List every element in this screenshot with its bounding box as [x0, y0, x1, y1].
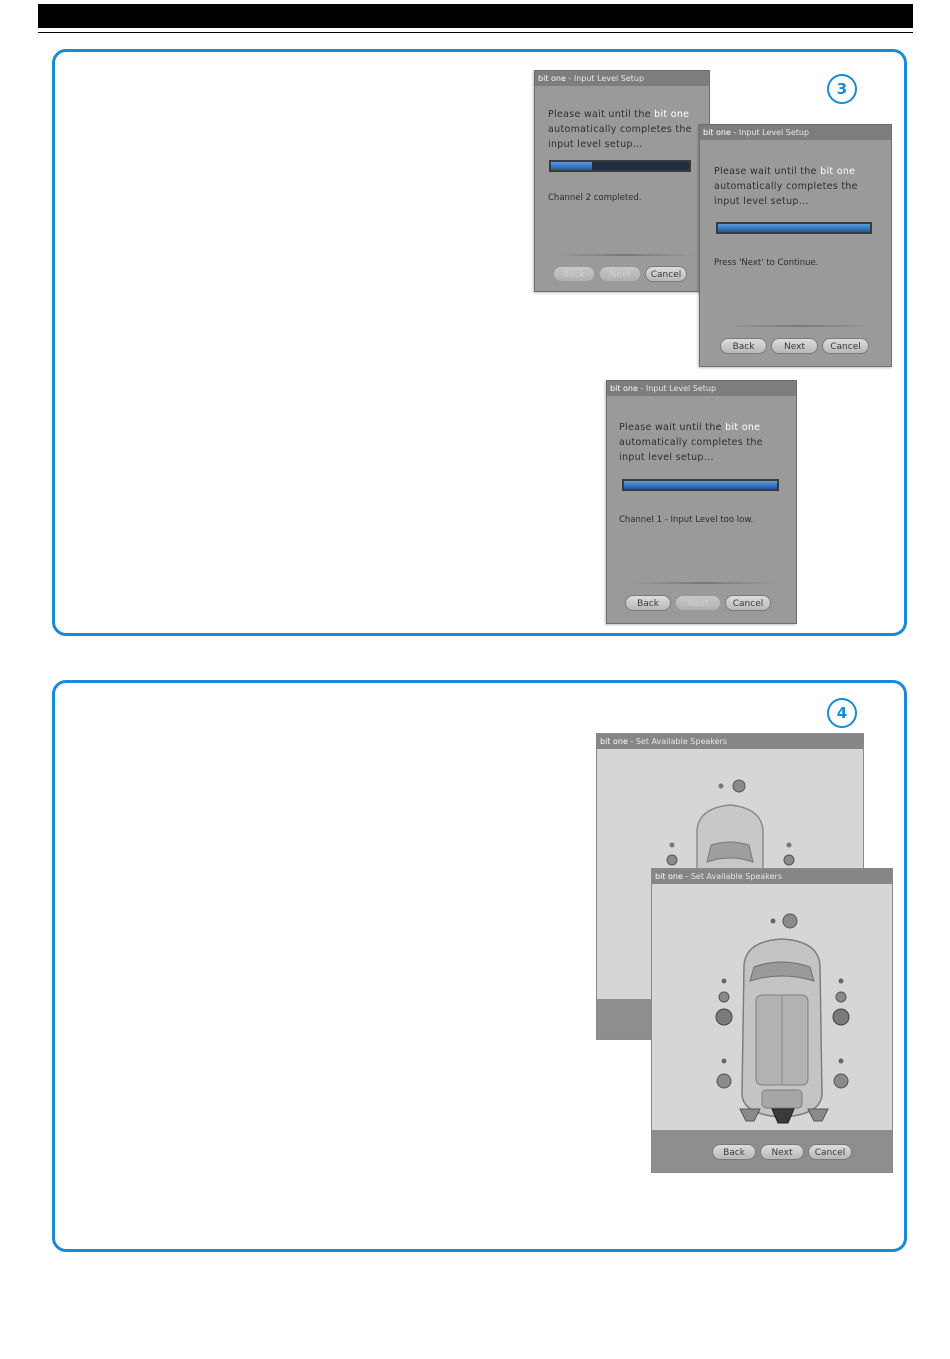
subwoofer-icon [808, 1109, 828, 1121]
title-app-name: bit one [655, 872, 683, 881]
button-row [553, 266, 687, 282]
message-text: Please wait until the [714, 166, 821, 177]
car-top-view-partial [597, 750, 863, 880]
step-4-badge: 4 [827, 698, 857, 728]
message-text-end: automatically completes the input level setup... [714, 181, 858, 207]
speaker-icon [719, 992, 729, 1002]
next-button[interactable]: Next [771, 338, 818, 354]
message-app-name: bit one [725, 422, 761, 433]
next-button[interactable]: Next [675, 595, 721, 611]
speaker-icon [716, 1009, 732, 1025]
title-text: - Set Available Speakers [630, 737, 727, 746]
button-row [625, 595, 771, 611]
input-level-dialog-channel2 [534, 70, 710, 292]
speaker-icon [834, 1074, 848, 1088]
speaker-icon [833, 1009, 849, 1025]
footer-strip [652, 1130, 892, 1172]
title-app-name: bit one [703, 128, 731, 137]
speaker-icon [667, 855, 677, 865]
speaker-icon [784, 855, 794, 865]
back-button[interactable]: Back [712, 1144, 756, 1160]
message-text: Please wait until the [619, 422, 726, 433]
led-icon [839, 1059, 844, 1064]
title-text: - Set Available Speakers [685, 872, 782, 881]
progress-bar [622, 479, 779, 491]
dialog-title-bar [652, 869, 892, 884]
separator [724, 325, 874, 327]
message-text-end: automatically completes the input level setup... [548, 124, 692, 150]
message-app-name: bit one [820, 166, 856, 177]
cancel-button[interactable]: Cancel [645, 266, 687, 282]
speaker-dialog-front [651, 868, 893, 1173]
progress-bar [716, 222, 872, 234]
center-speaker-icon [783, 914, 797, 928]
back-button[interactable]: Back [553, 266, 595, 282]
led-icon [670, 843, 675, 848]
input-level-dialog-complete [699, 124, 892, 367]
status-text: Press 'Next' to Continue. [714, 258, 819, 268]
title-app-name: bit one [538, 74, 566, 83]
subwoofer-icon [772, 1109, 794, 1123]
led-icon [839, 979, 844, 984]
led-icon [722, 1059, 727, 1064]
progress-fill [718, 224, 870, 232]
separator [629, 582, 779, 584]
dialog-title-bar [535, 71, 709, 86]
status-text: Channel 1 - Input Level too low. [619, 515, 754, 525]
next-button[interactable]: Next [599, 266, 641, 282]
speaker-icon [717, 1074, 731, 1088]
status-text: Channel 2 completed. [548, 193, 642, 203]
cancel-button[interactable]: Cancel [822, 338, 869, 354]
dialog-title-bar [700, 125, 891, 140]
cancel-button[interactable]: Cancel [725, 595, 771, 611]
back-button[interactable]: Back [720, 338, 767, 354]
cancel-button[interactable]: Cancel [808, 1144, 852, 1160]
back-button[interactable]: Back [625, 595, 671, 611]
message-app-name: bit one [654, 109, 690, 120]
car-top-view [652, 885, 892, 1133]
message-text: Please wait until the [548, 109, 655, 120]
step-3-badge: 3 [827, 74, 857, 104]
dialog-message [714, 164, 884, 209]
dialog-title-bar [597, 734, 863, 749]
next-button[interactable]: Next [760, 1144, 804, 1160]
led-icon [771, 919, 776, 924]
input-level-dialog-too-low [606, 380, 797, 624]
led-icon [787, 843, 792, 848]
title-text: - Input Level Setup [640, 384, 717, 393]
subwoofer-icon [740, 1109, 760, 1121]
led-icon [722, 979, 727, 984]
dialog-message [548, 107, 706, 152]
dialog-title-bar [607, 381, 796, 396]
title-app-name: bit one [600, 737, 628, 746]
title-text: - Input Level Setup [733, 128, 810, 137]
title-text: - Input Level Setup [568, 74, 645, 83]
led-icon [719, 784, 724, 789]
progress-bar [549, 160, 691, 172]
progress-fill [551, 162, 592, 170]
button-row [712, 1144, 852, 1160]
title-app-name: bit one [610, 384, 638, 393]
progress-fill [624, 481, 777, 489]
separator [555, 254, 695, 256]
dialog-message [619, 420, 791, 465]
message-text-end: automatically completes the input level setup... [619, 437, 763, 463]
header-rule [38, 32, 913, 33]
header-bar [38, 4, 913, 28]
button-row [720, 338, 869, 354]
speaker-icon [733, 780, 745, 792]
speaker-icon [836, 992, 846, 1002]
